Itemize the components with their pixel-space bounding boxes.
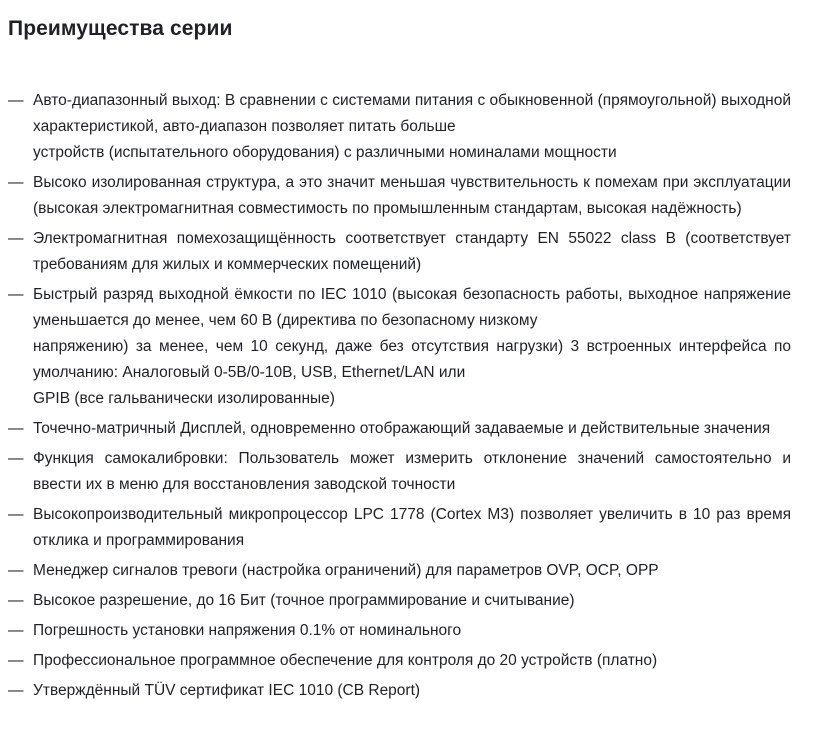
feature-item	[8, 446, 805, 498]
feature-text: Менеджер сигналов тревоги (настройка ограничений) для параметров OVP, OCP, OPP	[33, 562, 659, 579]
feature-text: GPIB (все гальванически изолированные)	[33, 390, 335, 407]
feature-item	[8, 416, 805, 442]
dash-bullet: —	[8, 420, 24, 437]
feature-text: Высоко изолированная структура, а это значит меньшая чувствительность к помехам при эксплуатации (высокая электромагнитная совместимость по промышленным стандартам, высокая надёжность)	[33, 174, 791, 217]
feature-text: Высокое разрешение, до 16 Бит (точное программирование и считывание)	[33, 592, 575, 609]
dash-bullet: —	[8, 506, 24, 523]
dash-bullet: —	[8, 592, 24, 609]
dash-bullet: —	[8, 652, 24, 669]
dash-bullet: —	[8, 230, 24, 247]
feature-item	[8, 678, 805, 704]
feature-item	[8, 226, 805, 278]
feature-item	[8, 282, 805, 412]
feature-text: Функция самокалибровки: Пользователь может измерить отклонение значений самостоятельно и ввести их в меню для восстановления заводской точности	[33, 450, 791, 493]
dash-bullet: —	[8, 286, 24, 303]
feature-text: Электромагнитная помехозащищённость соответствует стандарту EN 55022 class B (соответствует требованиям для жилых и коммерческих помещений)	[33, 230, 791, 273]
dash-bullet: —	[8, 450, 24, 467]
feature-text: Быстрый разряд выходной ёмкости по IEC 1010 (высокая безопасность работы, выходное напряжение уменьшается до менее, чем 60 В (директива по безопасному низкому	[33, 286, 791, 329]
feature-text: Авто-диапазонный выход: В сравнении с системами питания с обыкновенной (прямоугольной) выходной характеристикой, авто-диапазон позволяет питать больше	[33, 92, 791, 135]
feature-text: Утверждённый TÜV сертификат IEC 1010 (CB Report)	[33, 682, 421, 699]
feature-text: Высокопроизводительный микропроцессор LPC 1778 (Cortex M3) позволяет увеличить в 10 раз время отклика и программирования	[33, 506, 791, 549]
feature-item	[8, 502, 805, 554]
feature-text: Точечно-матричный Дисплей, одновременно отображающий задаваемые и действительные значения	[33, 420, 771, 437]
feature-item	[8, 588, 805, 614]
feature-text: напряжению) за менее, чем 10 секунд, даже без отсутствия нагрузки) 3 встроенных интерфейса по умолчанию: Аналоговый 0-5В/0-10В, USB, Ethernet/LAN или	[33, 338, 791, 381]
feature-text: Профессиональное программное обеспечение для контроля до 20 устройств (платно)	[33, 652, 658, 669]
feature-item	[8, 170, 805, 222]
dash-bullet: —	[8, 174, 24, 191]
section-title: Преимущества серии	[8, 17, 233, 40]
dash-bullet: —	[8, 682, 24, 699]
feature-item	[8, 88, 805, 166]
feature-text: Погрешность установки напряжения 0.1% от номинального	[33, 622, 462, 639]
dash-bullet: —	[8, 562, 24, 579]
feature-item	[8, 558, 805, 584]
feature-item	[8, 648, 805, 674]
feature-item	[8, 618, 805, 644]
dash-bullet: —	[8, 622, 24, 639]
feature-list	[8, 88, 805, 704]
dash-bullet: —	[8, 92, 24, 109]
feature-text: устройств (испытательного оборудования) с различными номиналами мощности	[33, 144, 617, 161]
